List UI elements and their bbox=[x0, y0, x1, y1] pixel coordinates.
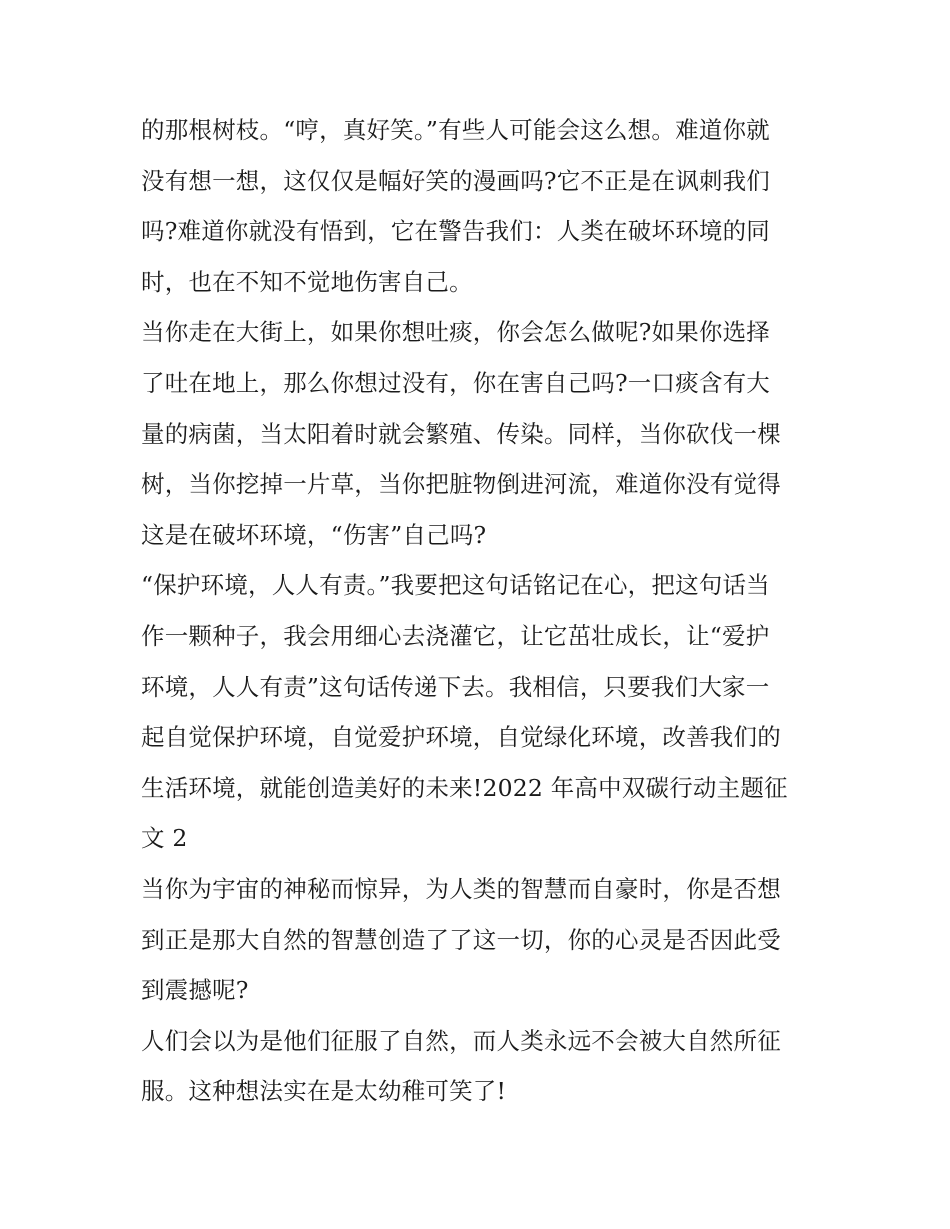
text-line: 服。这种想法实在是太幼稚可笑了! bbox=[141, 1077, 507, 1106]
text-line: 作一颗种子，我会用细心去浇灌它，让它茁壮成长，让“爱护 bbox=[141, 621, 770, 650]
text-line: 吗?难道你就没有悟到，它在警告我们：人类在破坏环境的同 bbox=[141, 217, 770, 246]
text-line: 到震撼呢? bbox=[141, 976, 249, 1005]
text-line: 量的病菌，当太阳着时就会繁殖、传染。同样，当你砍伐一棵 bbox=[141, 419, 781, 448]
text-line: 树，当你挖掉一片草，当你把脏物倒进河流，难道你没有觉得 bbox=[141, 470, 781, 499]
text-line: 人们会以为是他们征服了自然，而人类永远不会被大自然所征 bbox=[141, 1026, 781, 1055]
text-line: 了吐在地上，那么你想过没有，你在害自己吗?一口痰含有大 bbox=[141, 368, 770, 397]
text-line: 当你走在大街上，如果你想吐痰，你会怎么做呢?如果你选择 bbox=[141, 318, 770, 347]
text-line: 生活环境，就能创造美好的未来!2022 年高中双碳行动主题征 bbox=[141, 773, 788, 802]
text-line: 起自觉保护环境，自觉爱护环境，自觉绿化环境，改善我们的 bbox=[141, 723, 781, 752]
text-line: 当你为宇宙的神秘而惊异，为人类的智慧而自豪时，你是否想 bbox=[141, 874, 781, 903]
text-line: 时，也在不知不觉地伤害自己。 bbox=[141, 267, 473, 296]
text-line: 到正是那大自然的智慧创造了了这一切，你的心灵是否因此受 bbox=[141, 925, 781, 954]
essay-text bbox=[141, 105, 821, 1117]
text-line: “保护环境，人人有责。”我要把这句话铭记在心，把这句话当 bbox=[141, 571, 770, 600]
text-line: 没有想一想，这仅仅是幅好笑的漫画吗?它不正是在讽刺我们 bbox=[141, 166, 770, 195]
text-line: 环境，人人有责”这句话传递下去。我相信，只要我们大家一 bbox=[141, 672, 770, 701]
text-line: 文 2 bbox=[141, 824, 188, 853]
text-line: 的那根树枝。“哼，真好笑。”有些人可能会这么想。难道你就 bbox=[141, 116, 770, 144]
text-line: 这是在破坏环境，“伤害”自己吗? bbox=[141, 520, 487, 549]
